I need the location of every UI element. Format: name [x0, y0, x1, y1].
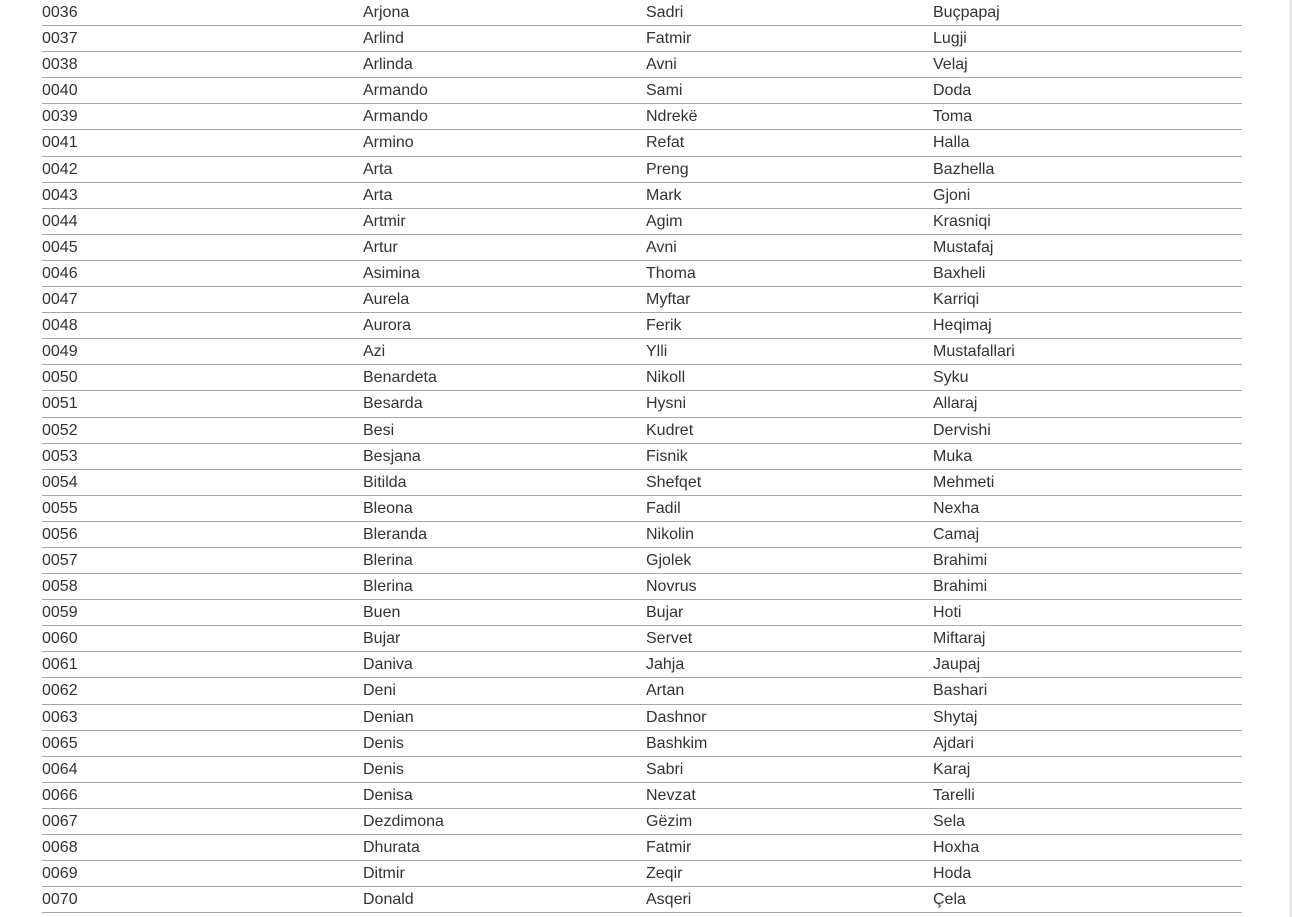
last-name-cell: Çela [933, 891, 966, 909]
father-name-cell: Zeqir [646, 865, 683, 883]
father-name-cell: Dashnor [646, 708, 707, 726]
first-name-cell: Benardeta [363, 369, 437, 387]
father-name-cell: Servet [646, 630, 693, 648]
first-name-cell: Azi [363, 343, 386, 361]
table-row [42, 261, 1242, 287]
table-row [42, 78, 1242, 104]
table-row [42, 887, 1242, 913]
first-name-cell: Aurela [363, 291, 410, 309]
last-name-cell: Bashari [933, 682, 988, 700]
id-cell: 0070 [42, 891, 78, 909]
table-row [42, 861, 1242, 887]
first-name-cell: Besi [363, 421, 395, 439]
last-name-cell: Syku [933, 369, 969, 387]
id-cell: 0043 [42, 186, 78, 204]
father-name-cell: Fadil [646, 499, 681, 517]
last-name-cell: Shytaj [933, 708, 978, 726]
id-cell: 0052 [42, 421, 78, 439]
table-row [42, 783, 1242, 809]
father-name-cell: Gjolek [646, 551, 692, 569]
id-cell: 0045 [42, 238, 78, 256]
id-cell: 0061 [42, 656, 78, 674]
table-row [42, 235, 1242, 261]
father-name-cell: Avni [646, 56, 677, 74]
id-cell: 0051 [42, 395, 78, 413]
first-name-cell: Arjona [363, 4, 410, 21]
table-row [42, 705, 1242, 731]
father-name-cell: Ndrekë [646, 108, 698, 126]
last-name-cell: Heqimaj [933, 317, 992, 335]
father-name-cell: Novrus [646, 578, 697, 596]
id-cell: 0060 [42, 630, 78, 648]
last-name-cell: Jaupaj [933, 656, 981, 674]
father-name-cell: Mark [646, 186, 682, 204]
first-name-cell: Artur [363, 238, 398, 256]
first-name-cell: Arlind [363, 30, 404, 48]
id-cell: 0041 [42, 134, 78, 152]
last-name-cell: Nexha [933, 499, 980, 517]
father-name-cell: Jahja [646, 656, 685, 674]
father-name-cell: Artan [646, 682, 685, 700]
table-row [42, 444, 1242, 470]
last-name-cell: Krasniqi [933, 212, 991, 230]
last-name-cell: Mehmeti [933, 473, 995, 491]
table-row [42, 626, 1242, 652]
table-row [42, 470, 1242, 496]
first-name-cell: Denis [363, 734, 404, 752]
father-name-cell: Bashkim [646, 734, 708, 752]
last-name-cell: Ajdari [933, 734, 974, 752]
father-name-cell: Avni [646, 238, 677, 256]
father-name-cell: Kudret [646, 421, 694, 439]
names-table [42, 0, 1242, 913]
last-name-cell: Allaraj [933, 395, 978, 413]
first-name-cell: Blerina [363, 578, 413, 596]
table-row [42, 835, 1242, 861]
table-row [42, 757, 1242, 783]
id-cell: 0065 [42, 734, 78, 752]
last-name-cell: Sela [933, 812, 966, 830]
first-name-cell: Bleona [363, 499, 413, 517]
first-name-cell: Dezdimona [363, 812, 444, 830]
id-cell: 0059 [42, 604, 78, 622]
father-name-cell: Refat [646, 134, 685, 152]
table-row [42, 678, 1242, 704]
id-cell: 0038 [42, 56, 78, 74]
last-name-cell: Mustafaj [933, 238, 994, 256]
first-name-cell: Arta [363, 186, 393, 204]
id-cell: 0062 [42, 682, 78, 700]
id-cell: 0048 [42, 317, 78, 335]
first-name-cell: Deni [363, 682, 396, 700]
first-name-cell: Ditmir [363, 865, 405, 883]
first-name-cell: Donald [363, 891, 414, 909]
last-name-cell: Hoda [933, 865, 972, 883]
first-name-cell: Armino [363, 134, 414, 152]
table-row [42, 313, 1242, 339]
table-row [42, 0, 1242, 26]
table-row [42, 600, 1242, 626]
last-name-cell: Karriqi [933, 291, 980, 309]
last-name-cell: Toma [933, 108, 973, 126]
last-name-cell: Brahimi [933, 578, 988, 596]
last-name-cell: Tarelli [933, 786, 975, 804]
last-name-cell: Gjoni [933, 186, 971, 204]
last-name-cell: Hoti [933, 604, 962, 622]
father-name-cell: Nevzat [646, 786, 696, 804]
id-cell: 0068 [42, 839, 78, 856]
table-row [42, 52, 1242, 78]
id-cell: 0046 [42, 264, 78, 282]
first-name-cell: Bitilda [363, 473, 407, 491]
id-cell: 0063 [42, 708, 78, 726]
father-name-cell: Sabri [646, 760, 684, 778]
first-name-cell: Denis [363, 760, 404, 778]
id-cell: 0058 [42, 578, 78, 596]
first-name-cell: Besjana [363, 447, 421, 465]
father-name-cell: Nikolin [646, 525, 695, 543]
table-row [42, 496, 1242, 522]
last-name-cell: Baxheli [933, 264, 986, 282]
table-row [42, 287, 1242, 313]
first-name-cell: Blerina [363, 551, 413, 569]
id-cell: 0056 [42, 525, 78, 543]
last-name-cell: Muka [933, 447, 973, 465]
first-name-cell: Arta [363, 160, 393, 178]
table-row [42, 522, 1242, 548]
last-name-cell: Brahimi [933, 551, 988, 569]
last-name-cell: Bazhella [933, 160, 995, 178]
father-name-cell: Sami [646, 82, 683, 100]
first-name-cell: Bleranda [363, 525, 428, 543]
table-row [42, 574, 1242, 600]
id-cell: 0047 [42, 291, 78, 309]
last-name-cell: Velaj [933, 56, 968, 74]
father-name-cell: Asqeri [646, 891, 692, 909]
last-name-cell: Halla [933, 134, 970, 152]
first-name-cell: Denisa [363, 786, 413, 804]
table-row [42, 418, 1242, 444]
last-name-cell: Karaj [933, 760, 971, 778]
id-cell: 0055 [42, 499, 78, 517]
id-cell: 0050 [42, 369, 78, 387]
table-row [42, 731, 1242, 757]
last-name-cell: Doda [933, 82, 972, 100]
id-cell: 0066 [42, 786, 78, 804]
first-name-cell: Besarda [363, 395, 423, 413]
table-row [42, 391, 1242, 417]
id-cell: 0040 [42, 82, 78, 100]
father-name-cell: Fatmir [646, 839, 692, 856]
last-name-cell: Mustafallari [933, 343, 1015, 361]
father-name-cell: Ferik [646, 317, 682, 335]
table-row [42, 339, 1242, 365]
father-name-cell: Myftar [646, 291, 691, 309]
table-row [42, 183, 1242, 209]
father-name-cell: Preng [646, 160, 689, 178]
first-name-cell: Armando [363, 108, 428, 126]
id-cell: 0044 [42, 212, 78, 230]
first-name-cell: Aurora [363, 317, 412, 335]
first-name-cell: Denian [363, 708, 414, 726]
father-name-cell: Bujar [646, 604, 684, 622]
last-name-cell: Dervishi [933, 421, 991, 439]
father-name-cell: Gëzim [646, 812, 693, 830]
father-name-cell: Fisnik [646, 447, 688, 465]
id-cell: 0057 [42, 551, 78, 569]
first-name-cell: Buen [363, 604, 401, 622]
last-name-cell: Miftaraj [933, 630, 986, 648]
id-cell: 0039 [42, 108, 78, 126]
first-name-cell: Asimina [363, 264, 420, 282]
father-name-cell: Hysni [646, 395, 687, 413]
first-name-cell: Armando [363, 82, 428, 100]
first-name-cell: Bujar [363, 630, 401, 648]
table-row [42, 365, 1242, 391]
father-name-cell: Agim [646, 212, 683, 230]
first-name-cell: Daniva [363, 656, 413, 674]
father-name-cell: Sadri [646, 4, 684, 21]
father-name-cell: Fatmir [646, 30, 692, 48]
last-name-cell: Buçpapaj [933, 4, 1000, 21]
last-name-cell: Hoxha [933, 839, 980, 856]
father-name-cell: Ylli [646, 343, 668, 361]
id-cell: 0042 [42, 160, 78, 178]
table-row [42, 26, 1242, 52]
id-cell: 0054 [42, 473, 78, 491]
first-name-cell: Artmir [363, 212, 406, 230]
id-cell: 0049 [42, 343, 78, 361]
father-name-cell: Thoma [646, 264, 696, 282]
id-cell: 0064 [42, 760, 78, 778]
first-name-cell: Dhurata [363, 839, 420, 856]
id-cell: 0067 [42, 812, 78, 830]
father-name-cell: Nikoll [646, 369, 686, 387]
id-cell: 0053 [42, 447, 78, 465]
table-row [42, 652, 1242, 678]
father-name-cell: Shefqet [646, 473, 702, 491]
first-name-cell: Arlinda [363, 56, 413, 74]
id-cell: 0037 [42, 30, 78, 48]
table-row [42, 548, 1242, 574]
table-row [42, 104, 1242, 130]
table-row [42, 157, 1242, 183]
last-name-cell: Lugji [933, 30, 967, 48]
last-name-cell: Camaj [933, 525, 980, 543]
id-cell: 0036 [42, 4, 78, 21]
table-row [42, 130, 1242, 156]
id-cell: 0069 [42, 865, 78, 883]
table-row [42, 809, 1242, 835]
table-row [42, 209, 1242, 235]
